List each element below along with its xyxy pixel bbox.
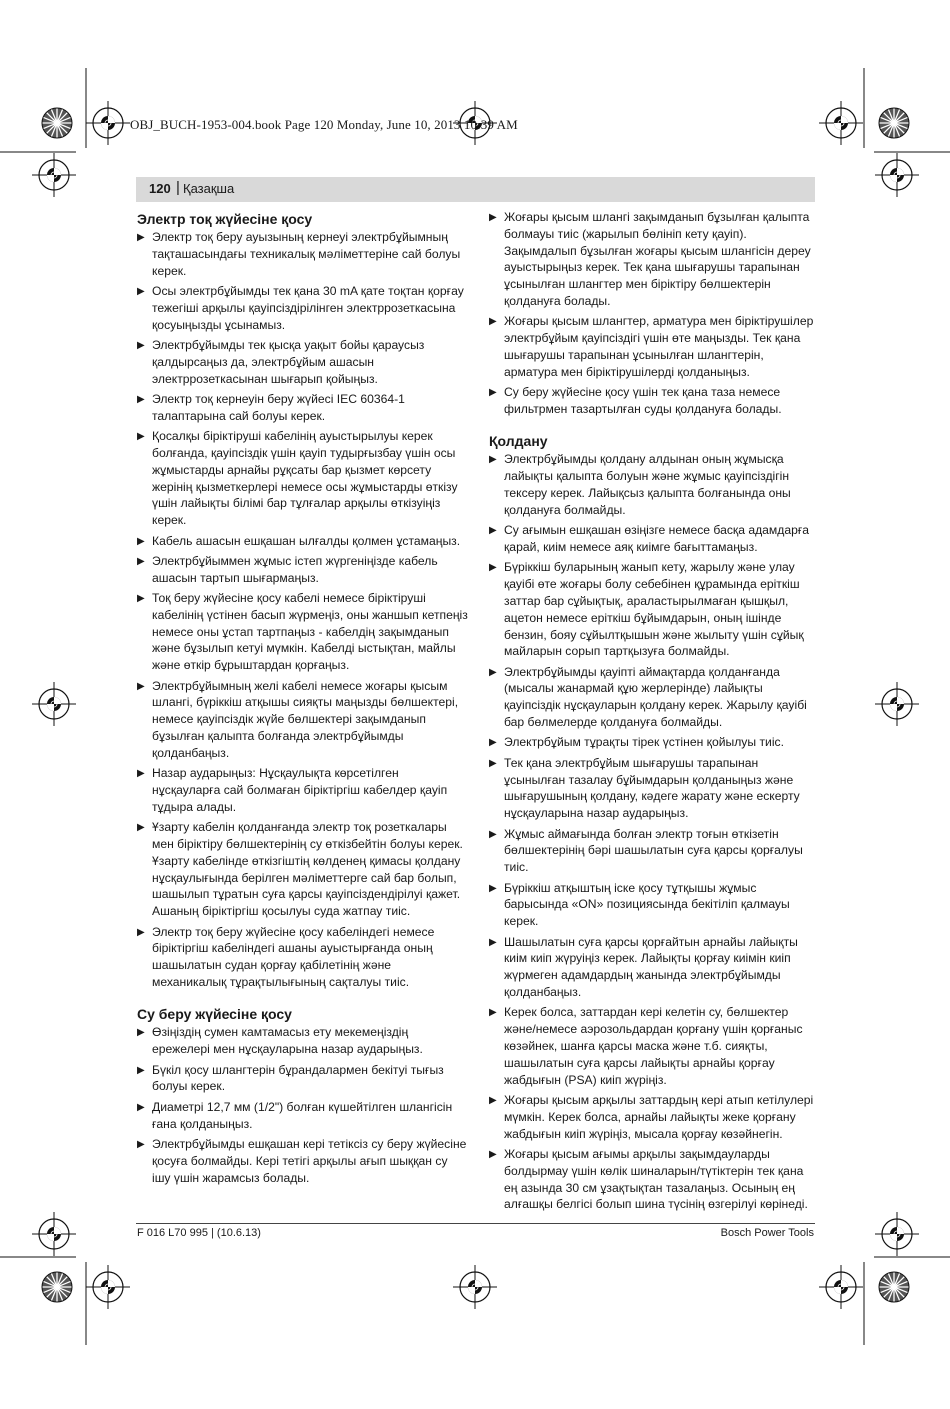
triangle-bullet-icon: ▶ [137,680,145,692]
bullet-list [137,229,468,991]
triangle-bullet-icon: ▶ [137,926,145,938]
page-number: 120 [149,181,171,196]
list-item-text: Электрбұйымды қауіпті аймақтарда қолданғанда (мысалы жанармай құю жерлерінде) лайықты қауіпсіздік нұсқауларын қолдану керек. Жарылу қауібі бар бөлмелерде қолдануға болмайды. [504,664,807,730]
triangle-bullet-icon: ▶ [489,828,497,840]
triangle-bullet-icon: ▶ [137,593,145,605]
triangle-bullet-icon: ▶ [137,431,145,443]
page-header-band [136,177,815,202]
list-item-text: Кабель ашасын ешқашан ылғалды қолмен ұстамаңыз. [152,533,461,548]
triangle-bullet-icon: ▶ [137,822,145,834]
list-item [489,522,815,556]
triangle-bullet-icon: ▶ [137,1027,145,1039]
list-item [137,283,468,333]
triangle-bullet-icon: ▶ [137,393,145,405]
list-item [137,391,468,425]
language-label: Қазақша [183,181,235,196]
list-item-text: Осы электрбұйымды тек қана 30 mA қате тоқтан қорғау тежегіші арқылы қауіпсіздірілінген электррозеткасына қосуыңызды ұсынамыз. [152,283,464,332]
list-item-text: Электрбұйымды қолдану алдынан оның жұмысқа лайықты қалыпта болуын және жұмыс қауіпсіздігін тексеру керек. Лайықсыз қалыпта болғанында оны қолдануға болмайды. [504,452,791,517]
list-item [489,209,815,310]
bullet-list [137,1024,468,1186]
triangle-bullet-icon: ▶ [137,1101,145,1113]
triangle-bullet-icon: ▶ [137,555,145,567]
triangle-bullet-icon: ▶ [137,339,145,351]
list-item [489,451,815,518]
triangle-bullet-icon: ▶ [137,1138,145,1150]
list-item-text: Керек болса, заттардан кері келетін су, бөлшектер және/немесе аэрозольдардан қорғану үшін қорғаныс көзәйнек, шанға қарсы маска және т.б. сияқты, шашылатын суға қарсы лайықты арнайы қорғау жабдығын (PSA) киіп жүріңіз. [504,1005,803,1087]
list-item [137,533,468,550]
list-item-text: Диаметрі 12,7 мм (1/2") болған күшейтілген шлангісін ғана қолданыңыз. [152,1099,453,1131]
bullet-list [489,209,815,418]
list-item [137,590,468,674]
triangle-bullet-icon: ▶ [137,768,145,780]
triangle-bullet-icon: ▶ [489,1094,497,1106]
left-column [137,209,468,1190]
list-item [489,826,815,876]
list-item-text: Электр тоқ беру ауызының кернеуі электрбұйымның тақташасындағы техникалық мәліметтеріне сай болуы керек. [152,230,461,278]
list-item [489,559,815,660]
triangle-bullet-icon: ▶ [489,454,497,466]
list-item-text: Бүріккіш буларының жанып кету, жарылу және улау қауібі өте жоғары болу себебінен құрамында еріткіш заттар бар сұйықтық, араластырылмаған қышқыл, ацетон немесе еріткіш бұйымдарын, оның ішінде бензин, бояу сұйылтқышын және жылыту үшін сұйық майларын сорып тартқызуға болмайды. [504,560,804,659]
list-item [489,734,815,751]
triangle-bullet-icon: ▶ [489,666,497,678]
triangle-bullet-icon: ▶ [137,535,145,547]
list-item [137,1062,468,1096]
footer-brand: Bosch Power Tools [720,1227,814,1239]
section-spacer [137,994,468,1004]
triangle-bullet-icon: ▶ [137,285,145,297]
list-item-text: Қосалқы біріктіруші кабелінің ауыстырылуы керек болғанда, қауіпсіздік үшін қауіп тудырғызбау үшін осы жұмыстарды арнайы рұқсаты бар қызмет көрсету жерінің қызметкерлері немесе осы жұмыстарды өткізу үшін лайықты білімі бар тұлғалар арқылы өткізуіңіз керек. [152,429,458,528]
list-item [489,313,815,380]
triangle-bullet-icon: ▶ [489,882,497,894]
list-item [137,428,468,529]
list-item-text: Электрбұйыммен жұмыс істеп жүргеніңізде кабель ашасын тартып шығармаңыз. [152,553,438,585]
list-item [137,1099,468,1133]
right-column [489,209,815,1217]
section-heading: Су беру жүйесіне қосу [137,1006,292,1023]
bullet-list [489,451,815,1213]
list-item [137,765,468,815]
list-item-text: Электрбұйымды ешқашан кері тетіксіз су беру жүйесіне қосуға болмайды. Кері тетігі арқылы ағып шыққан су ішу үшін жарамсыз болады. [152,1136,467,1185]
list-item [489,664,815,731]
triangle-bullet-icon: ▶ [489,212,497,223]
header-separator: | [176,179,180,196]
triangle-bullet-icon: ▶ [489,562,497,574]
list-item [137,337,468,387]
list-item [137,819,468,920]
list-item [489,880,815,930]
list-item-text: Тек қана электрбұйым шығарушы тарапынан ұсынылған тазалау бұйымдарын қолданыңыз және шығарушының қолдану, кәдеге жарату және ескерту нұсқауларына назар аударыңыз. [504,755,800,821]
triangle-bullet-icon: ▶ [489,387,497,399]
list-item-text: Жоғары қысым ағымы арқылы зақымдауларды болдырмау үшін көлік шиналарын/түтіктерін тек қана ең азында 30 см ұзақтықтан тазалаңыз. Осының ең алғашқы белгісі болып шина түсінің өзгерілуі көрінеді. [504,1146,808,1212]
section-heading: Қолдану [489,433,548,450]
list-item-text: Электрбұйым тұрақты тірек үстінен қойылуы тиіс. [504,735,784,750]
triangle-bullet-icon: ▶ [489,316,497,328]
list-item-text: Тоқ беру жүйесіне қосу кабелі немесе біріктіруші кабелінің үстінен басып жүрмеңіз, оны жаншып кетпеңіз немесе оны ұстап тартпаңыз - кабелдің зақымданып және бұзылып кетуі мүмкін. Кабелді ыстықтан, майлы және өткір бұрыштардан қорғаңыз. [152,591,468,673]
list-item-text: Бүріккіш атқыштың іске қосу тұтқышы жұмыс барысында «ON» позициясында бекітіліп қалмауы керек. [504,880,790,929]
list-item-text: Жоғары қысым арқылы заттардың кері атып кетілулері мүмкін. Керек болса, арнайы лайықты жеке қорғану жабдығын киіп жүріңіз, мысала қорғау көзәйнегін. [504,1092,814,1141]
list-item-text: Өзіңіздің сумен камтамасыз ету мекемеңіздің ережелері мен нұсқауларына назар аударыңыз. [152,1025,423,1057]
list-item [137,1136,468,1186]
footer-divider [136,1223,815,1224]
list-item-text: Шашылатын суға қарсы қорғайтын арнайы лайықты киім киіп жүруіңіз керек. Лайықты қорғау киімін киіп жүрмеген адамдардың жанында электрбұйымды қолданбаңыз. [504,934,798,999]
footer-document-code: F 016 L70 995 | (10.6.13) [137,1227,261,1239]
list-item-text: Электр тоқ беру жүйесіне қосу кабеліндегі немесе біріктіргіш кабеліндегі ашаны ауыстырғанда оның шашылатын судан қорғау қабілетінің және механикалық тұрақтылығының сақталуы тиіс. [152,924,435,989]
list-item [137,678,468,762]
triangle-bullet-icon: ▶ [489,936,497,948]
list-item [489,384,815,418]
list-item-text: Бүкіл қосу шлангтерін бұрандалармен бекітуі тығыз болуы керек. [152,1062,444,1094]
triangle-bullet-icon: ▶ [137,1064,145,1076]
list-item [137,553,468,587]
list-item [489,755,815,822]
triangle-bullet-icon: ▶ [489,525,497,537]
list-item [137,1024,468,1058]
triangle-bullet-icon: ▶ [489,737,497,749]
list-item-text: Су ағымын ешқашан өзіңізге немесе басқа адамдарға қарай, киім немесе аяқ киімге бағыттамаңыз. [504,523,810,554]
list-item [489,1004,815,1088]
print-job-header: OBJ_BUCH-1953-004.book Page 120 Monday, June 10, 2013 10:39 AM [130,117,518,132]
list-item-text: Электрбұйымды тек қысқа уақыт бойы қараусыз қалдырсаңыз да, электрбұйым ашасын электррозеткасынан шығарып қойыңыз. [152,337,425,386]
list-item-text: Жұмыс аймағында болған электр тоғын өткізетін бөлшектерінің бәрі шашылатын суға қарсы қорғалуы тиіс. [504,826,803,875]
list-item [137,229,468,279]
list-item-text: Ұзарту кабелін қолданғанда электр тоқ розеткалары мен біріктіру бөлшектерінің су өткізбейтін болуы керек. Ұзарту кабелінде өткізгіштің көлденең қимасы қолдану нұсқаулығында берілген мәліметтерге сай бар болып, шашылып тұратын суға қарсы қауіпсіздендірілуі қажет. Ашаның біріктіргіш қосылуы суда жатпау тиіс. [152,820,463,919]
list-item-text: Су беру жүйесіне қосу үшін тек қана таза немесе фильтрмен тазартылған суды қолдануға болады. [504,385,782,416]
list-item [489,1092,815,1142]
triangle-bullet-icon: ▶ [137,232,145,243]
triangle-bullet-icon: ▶ [489,1148,497,1160]
triangle-bullet-icon: ▶ [489,757,497,769]
section-spacer [489,421,815,431]
list-item-text: Жоғары қысым шлангі зақымданып бұзылған қалыпта болмауы тиіс (жарылып бөлініп кету қауіп). Зақымдалып бұзылған жоғары қысым шлангісін дереу ауыстырыңыз керек. Тек қана шығарушы тарапынан ұсынылған шлангтер мен біріктіру бөлшектерін қолдануға болады. [504,210,811,308]
list-item [489,934,815,1001]
triangle-bullet-icon: ▶ [489,1007,497,1019]
list-item-text: Электр тоқ кернеуін беру жүйесі IEC 60364-1 талаптарына сай болуы керек. [152,391,405,423]
list-item-text: Жоғары қысым шлангтер, арматура мен біріктірушілер электрбұйым қауіпсіздігі үшін өте маңызды. Тек қана шығарушы тарапынан ұсынылған шлангтерін, арматура мен біріктірушілерді қолданыңыз. [504,314,814,379]
section-heading: Электр тоқ жүйесіне қосу [137,211,313,227]
list-item-text: Электрбұйымның желі кабелі немесе жоғары қысым шлангі, бүріккіш атқышы сияқты маңызды бөлшектері, немесе қауіпсіздік жүйе бөлшектері зақымданып бұзылған қалыпта болғанда электрбұйымды қолданбаңыз. [152,678,459,760]
list-item [137,924,468,991]
list-item [489,1146,815,1213]
list-item-text: Назар аударыңыз: Нұсқаулықта көрсетілген нұсқауларға сай болмаған біріктіргіш кабелдер қауіп тұдыра алады. [152,766,448,814]
